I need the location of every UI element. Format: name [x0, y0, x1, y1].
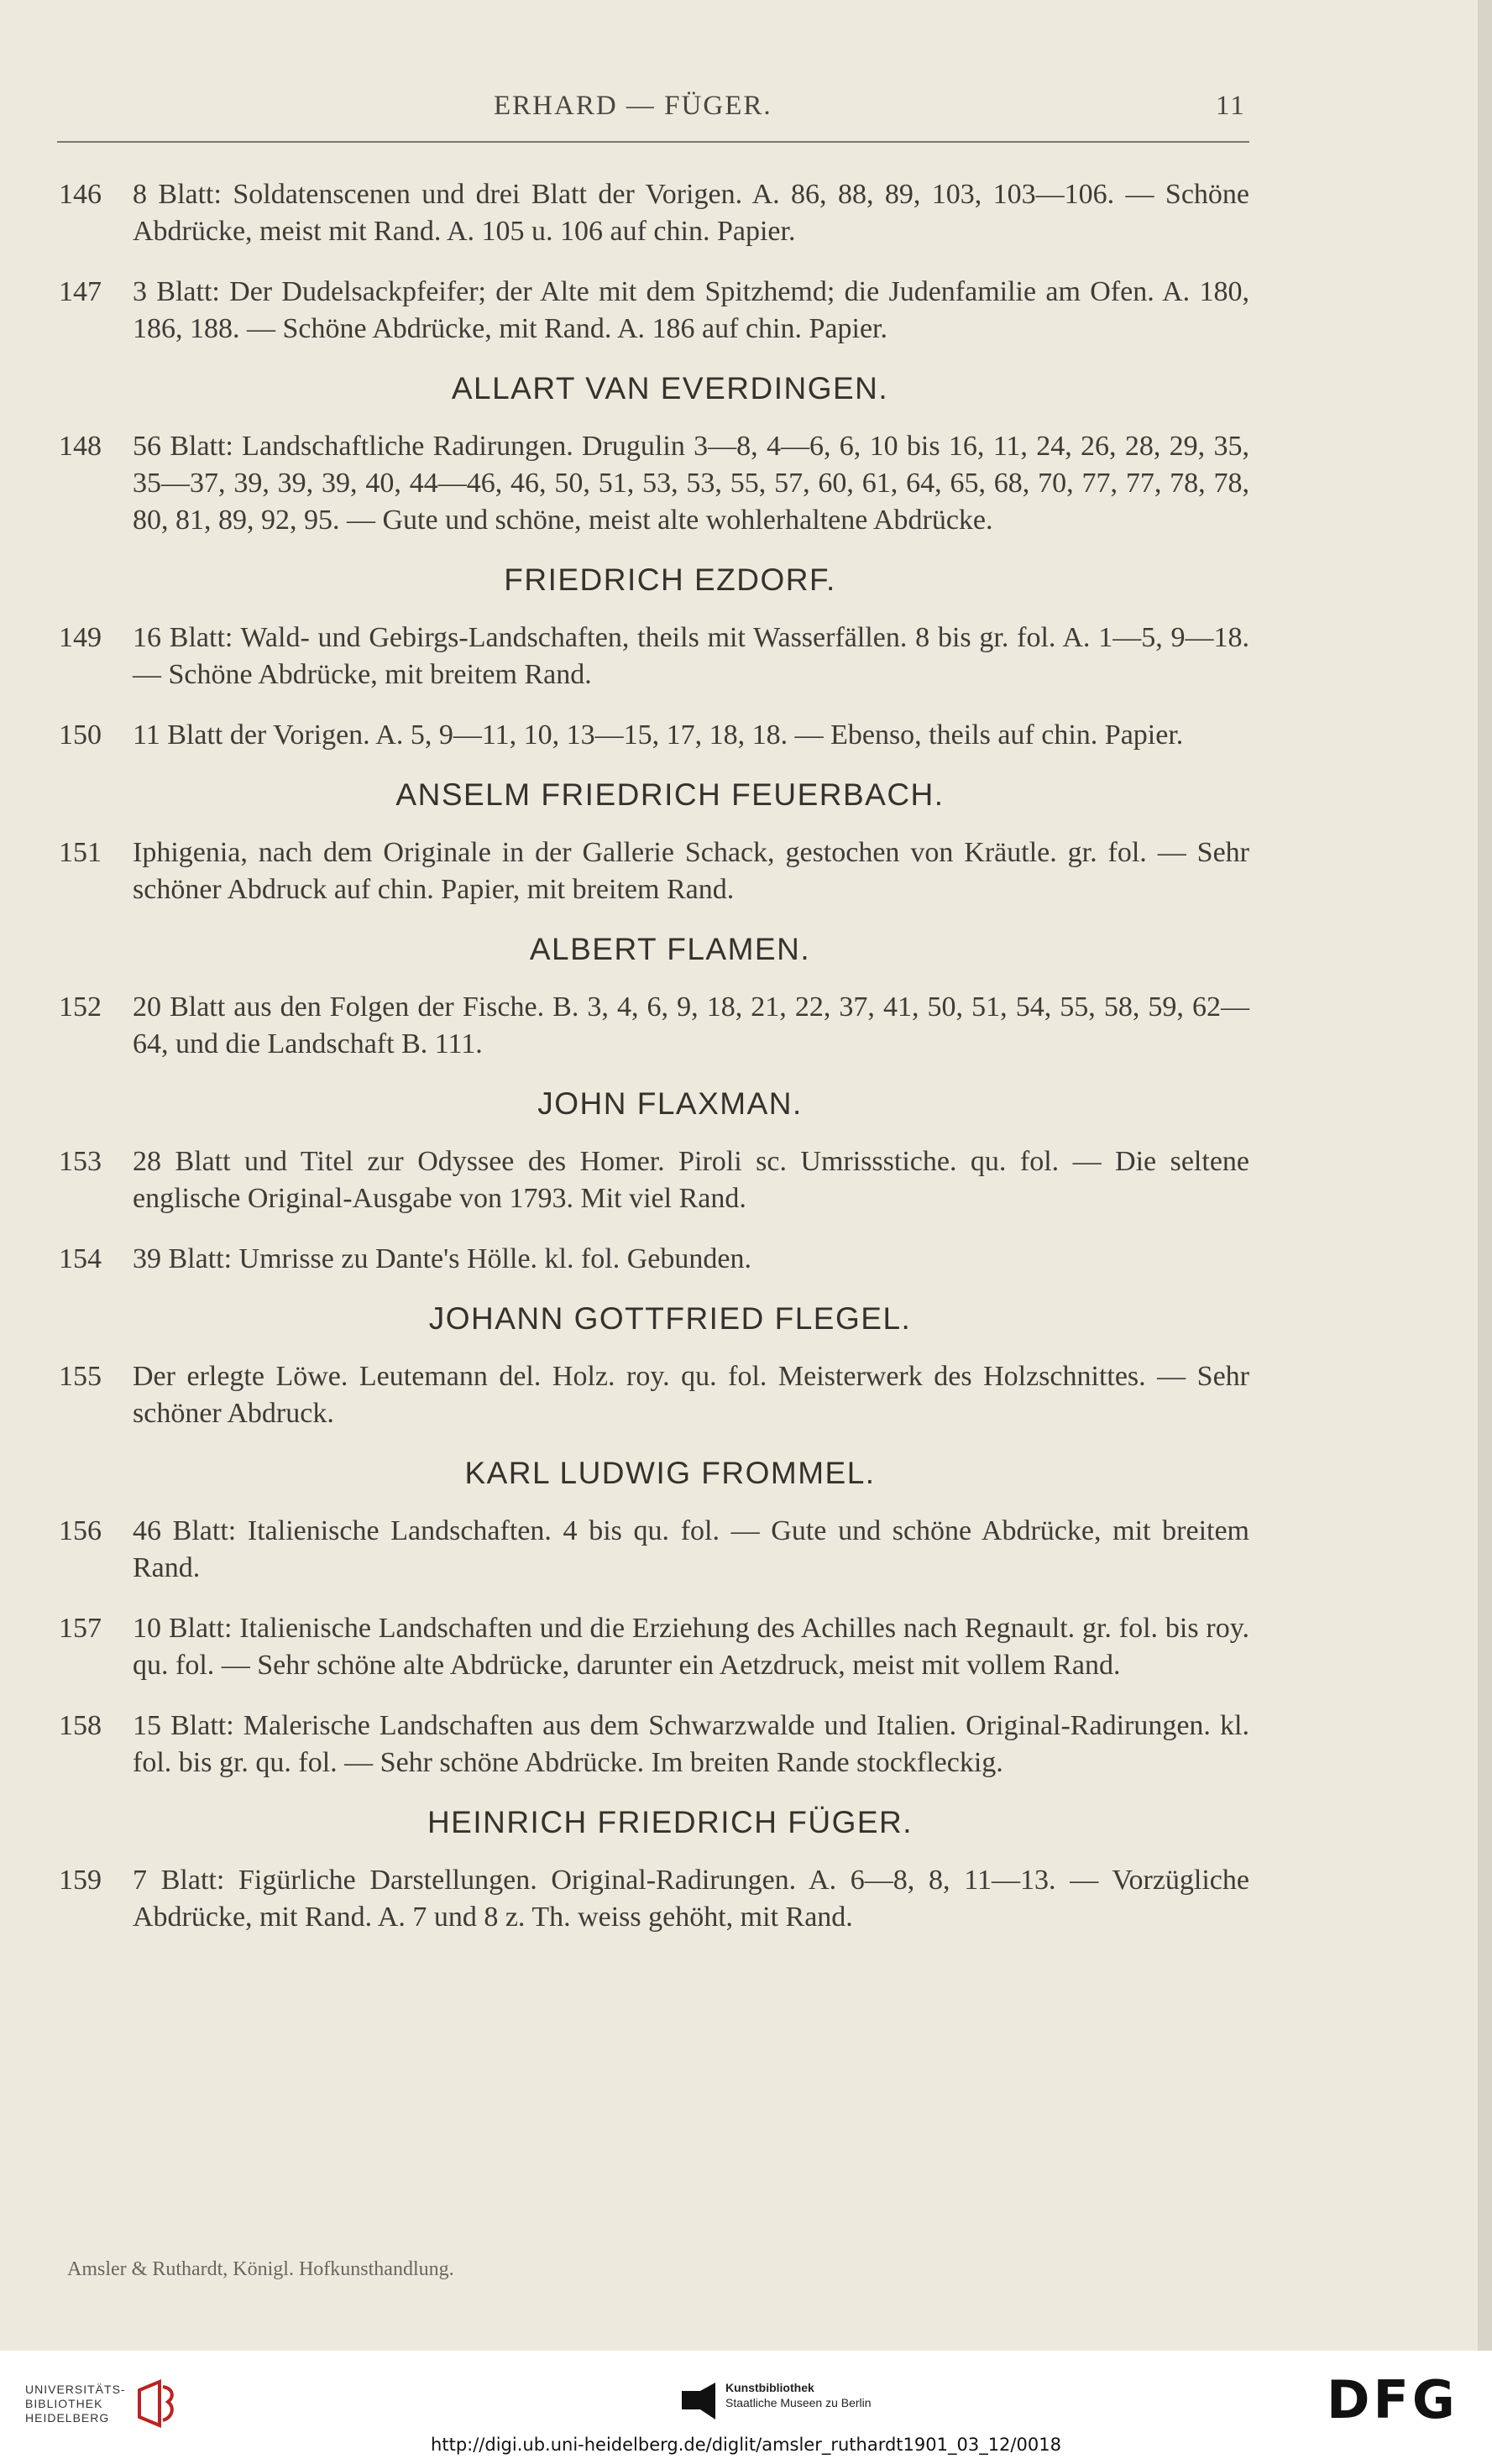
lot-description: 16 Blatt: Wald- und Gebirgs-Landschaften, theils mit Wasserfällen. 8 bis gr. fol. A. 1—5, 9—18. — Schöne Abdrücke, mit breitem Rand. [133, 622, 1249, 690]
lot-description: 8 Blatt: Soldatenscenen und drei Blatt der Vorigen. A. 86, 88, 89, 103, 103—106. — Schöne Abdrücke, meist mit Rand. A. 105 u. 106 auf chin. Papier. [133, 179, 1249, 247]
lot-number: 156 [59, 1515, 102, 1546]
lot-description: 10 Blatt: Italienische Landschaften und die Erziehung des Achilles nach Regnault. gr. fol. bis roy. qu. fol. — Sehr schöne alte Abdrücke, darunter ein Aetzdruck, meist mit vollem Rand. [133, 1613, 1249, 1681]
artist-heading: ANSELM FRIEDRICH FEUERBACH. [395, 777, 945, 812]
kunstbibliothek-subtitle: Staatliche Museen zu Berlin [725, 2396, 872, 2409]
lot-number: 151 [59, 837, 102, 868]
lot-number: 146 [59, 179, 102, 210]
university-line-1: UNIVERSITÄTS- [25, 2383, 126, 2396]
lot-number: 152 [59, 991, 102, 1023]
lot-description: Der erlegte Löwe. Leutemann del. Holz. roy. qu. fol. Meisterwerk des Holzschnittes. — Sehr schöner Abdruck. [133, 1361, 1249, 1429]
dfg-logo[interactable]: DFG [1327, 2369, 1458, 2430]
artist-heading: ALLART VAN EVERDINGEN. [451, 371, 889, 405]
catalog-entry [57, 1862, 1249, 1936]
header-rule [57, 141, 1249, 143]
lot-description: 28 Blatt und Titel zur Odyssee des Homer. Piroli sc. Umrissstiche. qu. fol. — Die seltene englische Original-Ausgabe von 1793. Mit viel Rand. [133, 1146, 1249, 1214]
lot-description: 20 Blatt aus den Folgen der Fische. B. 3, 4, 6, 9, 18, 21, 22, 37, 41, 50, 51, 54, 55, 58, 59, 62—64, und die Landschaft B. 111. [133, 991, 1249, 1059]
kunstbibliothek-label[interactable] [725, 2380, 872, 2410]
catalog-entry [57, 834, 1249, 908]
page-edge [1478, 0, 1492, 2351]
catalog-entry [57, 989, 1249, 1063]
lot-description: 56 Blatt: Landschaftliche Radirungen. Drugulin 3—8, 4—6, 6, 10 bis 16, 11, 24, 26, 28, 29, 35, 35—37, 39, 39, 39, 40, 44—46, 46, 50, 51, 53, 53, 55, 57, 60, 61, 64, 65, 68, 70, 77, 77, 78, 78, 80, 81, 89, 92, 95. — Gute und schöne, meist alte wohlerhaltene Abdrücke. [133, 431, 1249, 536]
catalog-entry [57, 1358, 1249, 1432]
university-line-2: BIBLIOTHEK [25, 2397, 103, 2410]
lot-number: 150 [59, 719, 102, 751]
lot-description: 46 Blatt: Italienische Landschaften. 4 bis qu. fol. — Gute und schöne Abdrücke, mit breitem Rand. [133, 1515, 1249, 1583]
lot-number: 154 [59, 1243, 102, 1274]
kunstbibliothek-name: Kunstbibliothek [725, 2381, 814, 2394]
artist-heading: JOHANN GOTTFRIED FLEGEL. [428, 1301, 912, 1336]
catalog-entry [57, 1143, 1249, 1217]
university-logo-icon[interactable] [134, 2378, 178, 2429]
catalog-entry [57, 1610, 1249, 1684]
catalog-entry [57, 274, 1249, 348]
lot-description: 39 Blatt: Umrisse zu Dante's Hölle. kl. fol. Gebunden. [133, 1243, 751, 1274]
catalog-entry [57, 1241, 1249, 1278]
catalog-entry [57, 428, 1249, 539]
lot-description: 11 Blatt der Vorigen. A. 5, 9—11, 10, 13—15, 17, 18, 18. — Ebenso, theils auf chin. Papier. [133, 719, 1184, 751]
lot-number: 158 [59, 1710, 102, 1741]
university-line-3: HEIDELBERG [25, 2411, 110, 2425]
catalog-entry [57, 176, 1249, 250]
artist-heading: JOHN FLAXMAN. [537, 1086, 803, 1121]
university-library-label[interactable] [25, 2383, 126, 2425]
lot-number: 155 [59, 1361, 102, 1392]
lot-description: 3 Blatt: Der Dudelsackpfeifer; der Alte mit dem Spitzhemd; die Judenfamilie am Ofen. A. 180, 186, 188. — Schöne Abdrücke, mit Rand. A. 186 auf chin. Papier. [133, 276, 1249, 344]
publisher-imprint: Amsler & Ruthardt, Königl. Hofkunsthandlung. [67, 2258, 454, 2280]
catalog-entry [57, 1708, 1249, 1781]
lot-number: 157 [59, 1613, 102, 1644]
catalog-entry [57, 620, 1249, 693]
artist-heading: HEINRICH FRIEDRICH FÜGER. [427, 1805, 914, 1839]
lot-number: 148 [59, 431, 102, 462]
artist-heading: ALBERT FLAMEN. [529, 932, 811, 966]
lot-number: 159 [59, 1865, 102, 1896]
lot-description: Iphigenia, nach dem Originale in der Gallerie Schack, gestochen von Kräutle. gr. fol. — Sehr schöner Abdruck auf chin. Papier, mit breitem Rand. [133, 837, 1249, 905]
catalog-content [57, 176, 1249, 1959]
lot-number: 149 [59, 622, 102, 653]
catalog-entry [57, 717, 1249, 754]
source-url-link[interactable]: http://digi.ub.uni-heidelberg.de/diglit/amsler_ruthardt1901_03_12/0018 [431, 2435, 1061, 2455]
artist-heading: KARL LUDWIG FROMMEL. [464, 1456, 876, 1490]
running-header-title: ERHARD — FÜGER. [494, 91, 772, 121]
lot-description: 15 Blatt: Malerische Landschaften aus dem Schwarzwalde und Italien. Original-Radirungen. kl. fol. bis gr. qu. fol. — Sehr schöne Abdrücke. Im breiten Rande stockfleckig. [133, 1710, 1249, 1778]
lot-number: 147 [59, 276, 102, 307]
lot-number: 153 [59, 1146, 102, 1177]
lot-description: 7 Blatt: Figürliche Darstellungen. Original-Radirungen. A. 6—8, 8, 11—13. — Vorzügliche Abdrücke, mit Rand. A. 7 und 8 z. Th. weiss gehöht, mit Rand. [133, 1865, 1249, 1933]
artist-heading: FRIEDRICH EZDORF. [504, 562, 836, 597]
page-number: 11 [1216, 91, 1246, 121]
catalog-entry [57, 1513, 1249, 1587]
kunstbibliothek-logo-icon[interactable] [682, 2383, 715, 2420]
